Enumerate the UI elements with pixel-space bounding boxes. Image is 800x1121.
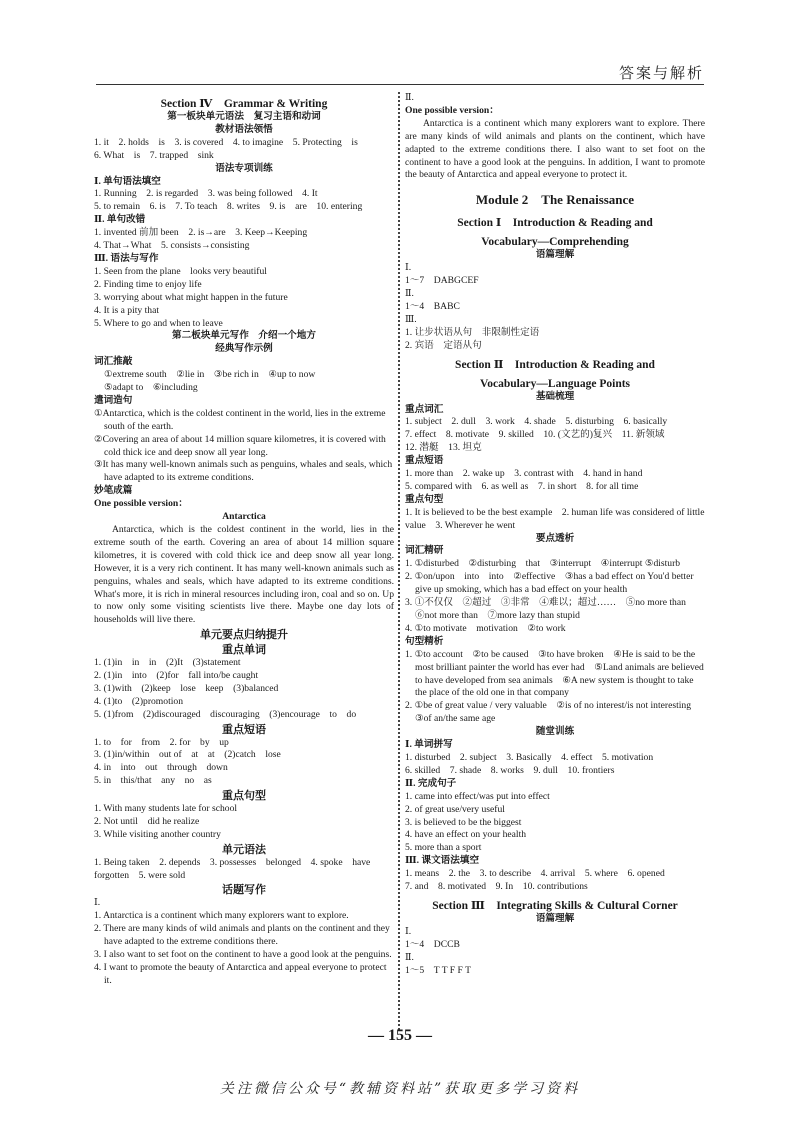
answer-line: 3. (1)in/within out of at at (2)catch lose [94, 749, 281, 761]
label-line: Ⅱ. 完成句子 [405, 777, 457, 789]
footer-note: 关注微信公众号“教辅资料站”获取更多学习资料 [219, 1081, 581, 1097]
running-header-title: 答案与解析 [618, 66, 704, 82]
label-line: 词汇推敲 [94, 356, 133, 368]
answer-line: 3. (1)with (2)keep lose keep (3)balanced [94, 682, 279, 694]
subheading: 要点透析 [535, 532, 575, 544]
answer-line: 1. subject 2. dull 3. work 4. shade 5. disturbing 6. basically [405, 416, 668, 428]
subheading: 语篇理解 [535, 249, 575, 261]
header-rule [96, 84, 704, 85]
answer-line: 4. in into out through down [94, 762, 228, 774]
answer-line: 5. (1)from (2)discouraged discouraging (3)encourage to do [94, 708, 357, 720]
answer-line: 1. means 2. the 3. to describe 4. arrival 5. where 6. opened [405, 868, 665, 880]
answer-line: 7. effect 8. motivate 9. skilled 10. (文艺的)复兴 11. 新领域 [405, 429, 665, 441]
answer-line: 3. is believed to be the biggest [405, 816, 522, 828]
answer-line: 2. Finding time to enjoy life [94, 278, 202, 290]
answer-line: 1. invented 前加 been 2. is→are 3. Keep→Keeping [94, 227, 308, 239]
answer-line: 4. That→What 5. consists→consisting [94, 240, 250, 252]
answer-line: 2. Not until did he realize [94, 815, 200, 827]
paragraph: Antarctica, which is the coldest continent in the world, lies in the extreme south of the earth. Covering an area of about 14 million square kilometres, it is covered with cold thick ice and deep snow all year long. However, it is a very rich continent. It has many well-known animals such as penguins, whales and seals, which have adapted to its extreme conditions. What's more, it is rich in mineral resources including iron, coal and so on. Up to now only some visiting scientists live there. Maybe one day lots of households will live there. [94, 524, 394, 626]
answer-line: 1. it 2. holds is 3. is covered 4. to imagine 5. Protecting is [94, 136, 358, 148]
answer-item: 3. ①不仅仅 ②超过 ③非常 ④难以；超过…… ⑤no more than ⑥not more than ⑦more lazy than stupid [405, 597, 696, 621]
subheading: 重点短语 [222, 723, 266, 736]
answer-line: 5. Where to go and when to leave [94, 317, 223, 329]
answer-item: ①Antarctica, which is the coldest continent in the world, lies in the extreme south of the earth. [94, 407, 386, 432]
answer-line: 4. It is a pity that [94, 304, 160, 316]
answer-line: 2. (1)in into (2)for fall into/be caught [94, 669, 259, 681]
answer-line: 5. compared with 6. as well as 7. in short 8. for all time [405, 480, 639, 492]
left-column [94, 92, 394, 988]
answer-line: 1. disturbed 2. subject 3. Basically 4. effect 5. motivation [405, 751, 654, 763]
answer-line: 1. (1)in in in (2)It (3)statement [94, 657, 241, 669]
answer-line: 4. have an effect on your health [405, 829, 527, 841]
answer-item: ③It has many well-known animals such as penguins, whales and seals, which have adapted to its extreme conditions. [94, 459, 393, 484]
answer-line: ①extreme south ②lie in ③be rich in ④up to now [104, 369, 316, 381]
label-line: Ⅲ. 课文语法填空 [405, 855, 480, 867]
label-line: One possible version： [94, 498, 188, 510]
label-line: 词汇精研 [405, 545, 444, 557]
subheading: 语法专项训练 [215, 162, 273, 174]
answer-line: 12. 潜艇 13. 坦克 [405, 442, 482, 454]
answer-line: 1. Being taken 2. depends 3. possesses belonged 4. spoke have forgotten 5. were sold [94, 856, 371, 881]
subheading: 单元要点归纳提升 [200, 629, 288, 642]
answer-columns [94, 92, 706, 1032]
subheading: 单元语法 [222, 843, 266, 856]
answer-line: 2. of great use/very useful [405, 803, 505, 815]
page-number: — 155 — [368, 1027, 432, 1044]
answer-line: 5. in this/that any no as [94, 775, 212, 787]
subheading: 重点单词 [222, 644, 266, 657]
subheading: 经典写作示例 [215, 343, 273, 355]
answer-line: 7. and 8. motivated 9. In 10. contributions [405, 881, 588, 893]
essay-title: Antarctica [222, 511, 266, 523]
answer-item: 2. ①on/upon into into ②effective ③has a bad effect on You'd better give up smoking, which has a bad effect on your health [405, 571, 694, 596]
answer-line: 2. 宾语 定语从句 [405, 339, 482, 351]
answer-line: Ⅰ. [405, 262, 412, 274]
answer-line: 3. worrying about what might happen in the future [94, 291, 288, 303]
right-column [405, 92, 705, 977]
subheading: 基础梳理 [535, 390, 575, 402]
section-title: Section Ⅰ Introduction & Reading and [457, 217, 653, 230]
subheading: 第二板块单元写作 介绍一个地方 [172, 330, 316, 342]
label-line: Ⅲ. 语法与写作 [94, 252, 159, 264]
subheading: 第一板块单元语法 复习主语和动词 [167, 111, 321, 122]
answer-line: 6. What is 7. trapped sink [94, 149, 214, 161]
answer-item: 4. I want to promote the beauty of Antarctica and appeal everyone to protect it. [94, 961, 387, 986]
label-line: Ⅱ. 单句改错 [94, 214, 146, 226]
label-line: 句型精析 [405, 635, 444, 647]
paragraph: Antarctica is a continent which many explorers want to explore. There are many kinds of wild animals and plants on the continent, which have adapted to the extreme conditions there. I also want to set foot on the continent to have a good look at the penguins. In addition, I want to promote the beauty of Antarctica and appeal everyone to protect it. [405, 117, 705, 181]
answer-line: 1. more than 2. wake up 3. contrast with 4. hand in hand [405, 468, 643, 480]
answer-item: 3. I also want to set foot on the continent to have a good look at the penguins. [94, 949, 392, 960]
subheading: 重点句型 [222, 790, 266, 803]
section-title: Vocabulary—Language Points [479, 377, 631, 390]
section-title: Section Ⅳ Grammar & Writing [160, 98, 328, 110]
answer-line: 1. to for from 2. for by up [94, 736, 229, 748]
answer-item: ②Covering an area of about 14 million square kilometres, it is covered with cold thick ice and deep snow all year long. [94, 433, 386, 458]
answer-line: 1. It is believed to be the best example 2. human life was considered of little value 3. Wherever he went [405, 506, 705, 531]
answer-line: Ⅱ. [405, 92, 414, 103]
answer-line: 1～7 DABGCEF [405, 275, 479, 287]
subheading: 话题写作 [222, 884, 266, 897]
answer-line: 1. Seen from the plane looks very beautiful [94, 265, 267, 277]
answer-line: Ⅱ. [405, 951, 414, 963]
answer-item: 2. ①be of great value / very valuable ②is of no interest/is not interesting ③of an/the same age [405, 700, 701, 725]
label-line: 妙笔成篇 [94, 485, 133, 497]
answer-line: 4. (1)to (2)promotion [94, 695, 183, 707]
answer-item: 2. There are many kinds of wild animals and plants on the continent and they have adapted to the extreme conditions there. [94, 923, 390, 948]
subheading: 语篇理解 [535, 912, 575, 924]
subheading: 教材语法领悟 [215, 123, 273, 135]
answer-line: 5. to remain 6. is 7. To teach 8. writes 9. is are 10. entering [94, 201, 363, 213]
answer-line: 1. 让步状语从句 非限制性定语 [405, 326, 540, 338]
label-line: Ⅰ. 单句语法填空 [94, 175, 161, 187]
answer-item: 1. ①to account ②to be caused ③to have broken ④He is said to be the most brilliant painter the world has ever had ⑤Land animals are believed to have developed from sea animals ⑥A new system is thought to take the place of the old one in that company [405, 648, 704, 699]
label-line: One possible version： [405, 104, 499, 116]
answer-item: 4. ①to motivate motivation ②to work [405, 622, 566, 634]
answer-line: Ⅱ. [405, 288, 414, 300]
answer-line: 1. Running 2. is regarded 3. was being followed 4. It [94, 188, 318, 200]
label-line: 遣词造句 [94, 394, 133, 406]
section-title: Vocabulary—Comprehending [481, 236, 629, 249]
answer-item: 1. Antarctica is a continent which many explorers want to explore. [94, 910, 349, 922]
answer-line: 1. With many students late for school [94, 803, 238, 815]
answer-line: 1～4 DCCB [405, 938, 460, 950]
answer-line: 5. more than a sport [405, 842, 482, 854]
answer-line: Ⅰ. [94, 897, 101, 909]
label-line: 重点词汇 [405, 403, 444, 415]
label-line: 重点短语 [405, 455, 444, 467]
answer-line: ⑤adapt to ⑥including [104, 382, 198, 394]
column-divider [398, 92, 400, 1030]
section-title: Section Ⅲ Integrating Skills & Cultural Corner [432, 899, 678, 912]
answer-line: 1～5 T T F F T [405, 964, 471, 976]
label-line: 重点句型 [405, 493, 444, 505]
section-title: Section Ⅱ Introduction & Reading and [455, 358, 655, 371]
answer-line: 6. skilled 7. shade 8. works 9. dull 10. frontiers [405, 764, 615, 776]
answer-line: Ⅰ. [405, 925, 412, 937]
answer-line: Ⅲ. [405, 313, 417, 325]
answer-line: 1. came into effect/was put into effect [405, 790, 550, 802]
answer-line: 3. While visiting another country [94, 828, 221, 840]
answer-item: 1. ①disturbed ②disturbing that ③interrupt ④interrupt ⑤disturb [405, 558, 681, 570]
module-title: Module 2 The Renaissance [475, 192, 635, 208]
answer-line: 1～4 BABC [405, 300, 460, 312]
label-line: Ⅰ. 单词拼写 [405, 739, 453, 751]
subheading: 随堂训练 [535, 726, 575, 738]
